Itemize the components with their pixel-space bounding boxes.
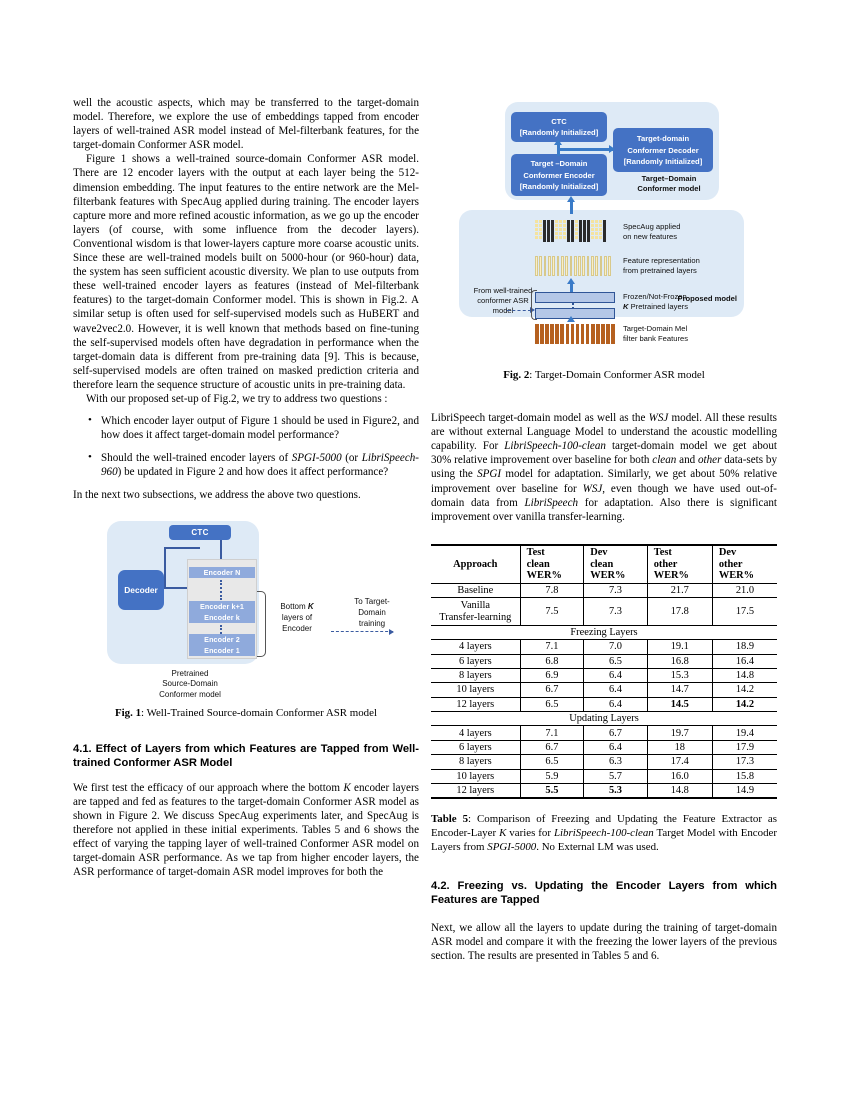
paragraph-two-questions: With our proposed set-up of Fig.2, we try to address two questions : xyxy=(86,392,388,405)
cell-test-other: 21.7 xyxy=(647,584,712,598)
cell-dev-other: 16.4 xyxy=(712,654,777,668)
fig1-encoder-stack xyxy=(187,559,257,659)
feature-bar xyxy=(587,256,590,276)
table-row xyxy=(431,769,777,783)
fig2-enc-line3: [Randomly Initialized] xyxy=(519,182,599,191)
mel-bar xyxy=(601,324,605,344)
cell-test-clean: 6.7 xyxy=(520,740,584,754)
cell-test-clean: 5.9 xyxy=(520,769,584,783)
cell-approach-l2: Transfer-learning xyxy=(439,611,512,623)
cell-test-clean: 6.5 xyxy=(520,697,584,711)
paragraph-continuation: well the acoustic aspects, which may be transferred to the target-domain model. Therefore, we explore the use of embeddings tapped from encoder layers of well-trained ASR model instead of Mel-filterbank features, for the target-domain Conformer ASR model. xyxy=(73,97,419,152)
fig2-dec-line2: Conformer Decoder xyxy=(627,145,699,155)
fig2-target-domain-label xyxy=(625,174,713,194)
mel-bar xyxy=(611,324,615,344)
cell-test-other: 16.8 xyxy=(647,654,712,668)
section-heading-4-1: 4.1. Effect of Layers from which Features are Tapped from Well-trained Conformer ASR Model xyxy=(73,742,419,770)
cell-test-other: 16.0 xyxy=(647,769,712,783)
cell-test-other: 18 xyxy=(647,740,712,754)
feature-bar xyxy=(595,256,598,276)
fig1-pretrained-caption xyxy=(135,669,245,701)
fig1-caption-label: Fig. 1 xyxy=(115,706,142,719)
cell-approach: 8 layers xyxy=(431,755,520,769)
hdr-dev-other-l3: WER% xyxy=(718,570,755,582)
q2-text-mid: (or xyxy=(341,452,362,465)
cell-test-clean: 7.1 xyxy=(520,640,584,654)
cell-test-clean: 7.8 xyxy=(520,584,584,598)
fig2-encoder-box xyxy=(511,154,607,196)
fig1-connector-ctc-to-decoder-h xyxy=(164,547,200,551)
paragraph-results-discussion xyxy=(431,411,777,524)
fig1-encoder-2: Encoder 2 xyxy=(189,634,255,645)
cell-test-clean: 6.9 xyxy=(520,668,584,682)
cell-dev-other: 17.9 xyxy=(712,740,777,754)
fig2-feature-note xyxy=(623,256,700,276)
column-header-dev-clean xyxy=(584,545,648,584)
fig1-totarget-line2: Domain xyxy=(358,607,386,617)
group-header-freezing-layers: Freezing Layers xyxy=(431,625,777,639)
mel-bar xyxy=(550,324,554,344)
cell-test-other: 17.8 xyxy=(647,598,712,625)
fig1-bottomk-line1: Bottom xyxy=(280,601,306,611)
cell-test-other: 15.3 xyxy=(647,668,712,682)
q2-text-a: Should the well-trained encoder layers of xyxy=(101,452,292,465)
rc-g: , even though we have used out-of-domain data from xyxy=(431,482,777,509)
fig2-mel-note-line1: Target-Domain Mel xyxy=(623,324,688,333)
fig1-dashed-arrow xyxy=(331,631,393,632)
fig1-encoder-k: Encoder k xyxy=(189,612,255,623)
column-header-dev-other xyxy=(712,545,777,584)
mel-bar xyxy=(566,324,570,344)
left-column xyxy=(73,96,419,879)
cell-dev-clean: 7.0 xyxy=(584,640,648,654)
fig2-specaug-note xyxy=(623,222,680,242)
fig1-totarget-line3: training xyxy=(358,618,386,628)
fig2-bracket-to-layers xyxy=(531,290,537,320)
specaug-col xyxy=(587,220,590,242)
table-row xyxy=(431,740,777,754)
feature-bar xyxy=(557,256,560,276)
specaug-col xyxy=(551,220,554,242)
cell-dev-clean: 6.4 xyxy=(584,697,648,711)
t5-caption-label: Table 5 xyxy=(431,813,469,826)
cell-approach-l1: Vanilla xyxy=(460,599,491,611)
specaug-col xyxy=(599,220,602,242)
specaug-col xyxy=(555,220,558,242)
rc-it-librispeech100: LibriSpeech-100-clean xyxy=(504,440,606,453)
fig2-from-line1: From well-trained xyxy=(473,286,533,295)
figure-2-caption xyxy=(431,368,777,382)
fig2-dec-line1: Target-domain xyxy=(636,134,690,143)
q2-italic-spgi: SPGI-5000 xyxy=(291,452,342,465)
cell-approach: 10 layers xyxy=(431,769,520,783)
t5-caption-k: K xyxy=(499,827,507,840)
fig2-td-line1: Target–Domain xyxy=(641,174,697,183)
fig1-decoder-box: Decoder xyxy=(118,570,164,610)
fig2-proposed-model-label: Proposed model xyxy=(677,294,737,303)
fig1-ctc-box: CTC xyxy=(169,525,231,540)
fig2-frozen-note-line1: Frozen/Not-Frozen xyxy=(623,292,687,301)
cell-test-clean: 6.5 xyxy=(520,755,584,769)
hdr-dev-other-l2: other xyxy=(718,558,743,570)
hdr-dev-clean-l2: clean xyxy=(590,558,614,570)
cell-dev-other: 15.8 xyxy=(712,769,777,783)
fig1-bottomk-line3: Encoder xyxy=(282,623,312,633)
fig2-pretrained-layer-bottom xyxy=(535,308,615,319)
fig2-specaug-note-line1: SpecAug applied xyxy=(623,222,681,231)
table-5-caption xyxy=(431,812,777,854)
hdr-dev-other-l1: Dev xyxy=(718,547,737,559)
table-row xyxy=(431,668,777,682)
rc-a: LibriSpeech target-domain model as well as the xyxy=(431,412,649,425)
fig2-ctc-box xyxy=(511,112,607,142)
rc-b: model. All these results are without external Language Model to understand the acoustic modelling capability. For xyxy=(431,412,777,453)
hdr-test-clean-l1: Test xyxy=(526,547,545,559)
fig2-arrow-enc-to-ctc-icon xyxy=(554,139,562,145)
table-row xyxy=(431,783,777,798)
t5-caption-a: : Comparison of Freezing and Updating the Feature Extractor as Encoder-Layer xyxy=(431,813,778,840)
table-5 xyxy=(431,544,777,799)
table-group-header-row xyxy=(431,712,777,726)
fig2-from-line3: model xyxy=(492,306,514,315)
cell-test-clean: 7.5 xyxy=(520,598,584,625)
column-header-approach: Approach xyxy=(431,545,520,584)
fig2-arrow-stem-to-decoder xyxy=(557,148,613,151)
fig2-arrow-to-decoder-icon xyxy=(609,145,615,153)
fig1-bottomk-line2: layers of xyxy=(281,612,313,622)
cell-dev-clean: 6.5 xyxy=(584,654,648,668)
feature-bar xyxy=(578,256,581,276)
cell-test-clean: 6.7 xyxy=(520,683,584,697)
t5-caption-it-spgi: SPGI-5000 xyxy=(487,841,537,854)
cell-approach: 8 layers xyxy=(431,668,520,682)
specaug-col xyxy=(559,220,562,242)
paragraph-figure1-description: Figure 1 shows a well-trained source-domain Conformer ASR model. There are 12 encoder layers with the output at each layer being the 512-dimension embedding. The input features to the entire network are the Mel-filterbank features with SpecAug applied during training. The encoder layers capture more and more refined acoustic information, as we go up the encoder layers (of course, with some influence from the decoder layers). Conventional wisdom is that lower-layers capture more coarse acoustic units. Since these are well-trained models built on 5000-hour (or 960-hour) data, the system has seen sufficient acoustic diversity. We plan to use outputs from these well-trained encoder layers as features (instead of Mel-filterbank features) to the target-domain Conformer model. This is shown in Fig.2. A similar setup is often used for self-supervised models such as HuBERT and wave2vec2.0. However, it is well known that methods based on fine-tuning the self-supervised models often have degradation in performance when the target-domain data is different from pre-training data [9]. This is because, self-supervised models are often trained on masked prediction criteria and therefore learn the sequence structure of acoustic units in pre-training data. xyxy=(73,153,419,391)
cell-dev-other: 17.3 xyxy=(712,755,777,769)
rc-f: model for adaptation. Similarly, we get about 50% relative improvement over baseline for xyxy=(431,468,777,495)
fig1-pretrained-line3: Conformer model xyxy=(159,689,221,699)
table-row xyxy=(431,683,777,697)
fig2-feature-representation-bars xyxy=(535,256,611,276)
fig1-dots-upper xyxy=(220,580,224,600)
rc-it-spgi: SPGI xyxy=(477,468,502,481)
feature-bar xyxy=(539,256,542,276)
fig2-from-line2: conformer ASR xyxy=(477,296,529,305)
cell-dev-other: 14.9 xyxy=(712,783,777,798)
rc-h: for adaptation. Also there is significant improvement over vanilla transfer-learning. xyxy=(431,496,777,523)
rc-it-other: other xyxy=(698,454,722,467)
mel-bar xyxy=(540,324,544,344)
cell-dev-clean: 6.3 xyxy=(584,755,648,769)
feature-bar xyxy=(608,256,611,276)
feature-bar xyxy=(535,256,538,276)
feature-bar xyxy=(582,256,585,276)
cell-dev-other: 21.0 xyxy=(712,584,777,598)
cell-test-other: 14.5 xyxy=(647,697,712,711)
mel-bar xyxy=(586,324,590,344)
table-row xyxy=(431,640,777,654)
fig2-mel-note xyxy=(623,324,688,344)
fig2-caption-text: : Target-Domain Conformer ASR model xyxy=(529,369,705,381)
fig1-bottom-k-label xyxy=(269,601,325,634)
specaug-col xyxy=(603,220,606,242)
table-row xyxy=(431,726,777,740)
fig2-td-line2: Conformer model xyxy=(637,184,701,193)
fig2-arrow-stem-specaug-up xyxy=(570,202,573,214)
specaug-col xyxy=(563,220,566,242)
feature-bar xyxy=(544,256,547,276)
column-header-test-clean xyxy=(520,545,584,584)
table-row xyxy=(431,654,777,668)
p41-k: K xyxy=(343,781,351,794)
cell-test-clean: 7.1 xyxy=(520,726,584,740)
cell-approach: Baseline xyxy=(431,584,520,598)
mel-bar xyxy=(545,324,549,344)
cell-approach: 4 layers xyxy=(431,640,520,654)
fig2-feat-note-line1: Feature representation xyxy=(623,256,700,265)
group-header-updating-layers: Updating Layers xyxy=(431,712,777,726)
mel-bar xyxy=(555,324,559,344)
hdr-dev-clean-l1: Dev xyxy=(590,547,608,559)
feature-bar xyxy=(604,256,607,276)
cell-approach: 6 layers xyxy=(431,654,520,668)
cell-test-other: 14.8 xyxy=(647,783,712,798)
p41-b: encoder layers are tapped and fed as features to the target-domain Conformer ASR model as shown in Figure 2. We discuss SpecAug experiments later, and SpecAug is therefore not applied in these initial experiments. Tables 5 and 6 shows the effect of varying the tapping layer of well-trained Conformer ASR model on target-domain ASR performance. As we tap from higher encoder layers, the ASR performance of target-domain ASR model improves for both the xyxy=(73,781,419,879)
fig2-specaug-note-line2: on new features xyxy=(623,232,678,241)
fig1-encoder-1: Encoder 1 xyxy=(189,645,255,656)
cell-approach: 6 layers xyxy=(431,740,520,754)
fig2-ctc-line2: [Randomly Initialized] xyxy=(519,128,599,137)
rc-it-wsj-1: WSJ xyxy=(648,412,669,425)
specaug-col xyxy=(543,220,546,242)
fig2-ctc-line1: CTC xyxy=(551,117,567,126)
paragraph-4-2-body: Next, we allow all the layers to update during the training of target-domain ASR model and compare it with the freezing the lower layers of the previous section. The results are presented in Tables 5 and 6. xyxy=(431,921,777,962)
rc-it-wsj-2: WSJ xyxy=(582,482,603,495)
hdr-test-other-l3: WER% xyxy=(653,570,689,582)
specaug-col xyxy=(539,220,542,242)
q2-italic-librispeech: LibriSpeech-960 xyxy=(101,452,419,479)
table-row xyxy=(431,697,777,711)
fig1-to-target-label xyxy=(339,596,405,629)
fig2-dec-line3: [Randomly Initialized] xyxy=(623,157,703,166)
mel-bar xyxy=(581,324,585,344)
feature-bar xyxy=(574,256,577,276)
paragraph-next-subsections: In the next two subsections, we address the above two questions. xyxy=(73,489,361,502)
t5-caption-it-librispeech: LibriSpeech-100-clean xyxy=(553,827,654,840)
fig2-arrow-mel-up-icon xyxy=(567,316,575,322)
figure-1 xyxy=(73,517,419,702)
hdr-test-clean-l2: clean xyxy=(526,558,550,570)
fig1-caption-text: : Well-Trained Source-domain Conformer ASR model xyxy=(141,706,377,719)
cell-test-other: 17.4 xyxy=(647,755,712,769)
right-column xyxy=(431,96,777,963)
cell-dev-other: 17.5 xyxy=(712,598,777,625)
mel-bar xyxy=(535,324,539,344)
cell-approach: 10 layers xyxy=(431,683,520,697)
mel-bar xyxy=(571,324,575,344)
hdr-test-other-l2: other xyxy=(653,558,678,570)
fig2-enc-line1: Target –Domain xyxy=(530,159,588,168)
feature-bar xyxy=(561,256,564,276)
column-header-test-other xyxy=(647,545,712,584)
fig2-specaug-spectrogram xyxy=(535,220,611,242)
feature-bar xyxy=(570,256,573,276)
cell-dev-clean: 6.4 xyxy=(584,740,648,754)
fig2-caption-label: Fig. 2 xyxy=(503,369,530,381)
fig1-connector-ctc-to-decoder-v xyxy=(164,547,168,589)
table-group-header-row xyxy=(431,625,777,639)
cell-approach xyxy=(431,598,520,625)
cell-test-clean: 6.8 xyxy=(520,654,584,668)
feature-bar xyxy=(565,256,568,276)
rc-e: data-sets by using the xyxy=(431,454,777,481)
fig2-mel-filterbank-bars xyxy=(535,324,615,344)
fig1-bottomk-k: K xyxy=(307,601,314,611)
table-row xyxy=(431,598,777,625)
feature-bar xyxy=(552,256,555,276)
fig2-from-welltrained-dashed-arrow xyxy=(507,310,531,311)
cell-dev-clean: 5.3 xyxy=(584,783,648,798)
cell-test-clean: 5.5 xyxy=(520,783,584,798)
specaug-col xyxy=(575,220,578,242)
cell-test-other: 19.1 xyxy=(647,640,712,654)
figure-1-caption xyxy=(73,706,419,720)
cell-dev-other: 18.9 xyxy=(712,640,777,654)
rc-it-clean: clean xyxy=(652,454,677,467)
q2-text-post: ) be updated in Figure 2 and how does it affect performance? xyxy=(117,466,389,479)
cell-dev-clean: 6.7 xyxy=(584,726,648,740)
paragraph-4-1-body xyxy=(73,781,419,880)
fig1-pretrained-line1: Pretrained xyxy=(171,668,209,678)
cell-dev-clean: 5.7 xyxy=(584,769,648,783)
hdr-test-clean-l3: WER% xyxy=(526,570,562,582)
cell-dev-clean: 7.3 xyxy=(584,598,648,625)
rc-c: target-domain model we get about 30% relative improvement over baseline for both xyxy=(431,440,777,467)
hdr-test-other-l1: Test xyxy=(653,547,672,559)
list-item-question-1: • Which encoder layer output of Figure 1 should be used in Figure2, and how does it affect target-domain model performance? xyxy=(101,414,419,442)
mel-bar xyxy=(606,324,610,344)
mel-bar xyxy=(596,324,600,344)
fig1-encoder-n: Encoder N xyxy=(189,567,255,578)
mel-bar xyxy=(560,324,564,344)
fig1-brace xyxy=(257,591,266,657)
table-header-row xyxy=(431,545,777,584)
specaug-col xyxy=(595,220,598,242)
rc-d: and xyxy=(676,454,698,467)
cell-dev-other: 14.2 xyxy=(712,697,777,711)
cell-approach: 12 layers xyxy=(431,697,520,711)
hdr-dev-clean-l3: WER% xyxy=(590,570,626,582)
rc-it-librispeech: LibriSpeech xyxy=(524,496,579,509)
t5-caption-d: . No External LM was used. xyxy=(536,841,659,854)
table-row xyxy=(431,755,777,769)
specaug-col xyxy=(579,220,582,242)
specaug-col xyxy=(583,220,586,242)
fig2-decoder-box xyxy=(613,128,713,172)
feature-bar xyxy=(591,256,594,276)
cell-test-other: 14.7 xyxy=(647,683,712,697)
specaug-col xyxy=(547,220,550,242)
fig2-feat-note-line2: from pretrained layers xyxy=(623,266,697,275)
mel-bar xyxy=(591,324,595,344)
table-5-wrapper xyxy=(431,544,777,799)
feature-bar xyxy=(600,256,603,276)
cell-dev-other: 19.4 xyxy=(712,726,777,740)
cell-test-other: 19.7 xyxy=(647,726,712,740)
fig2-arrow-layers-up-icon xyxy=(567,278,575,284)
cell-dev-other: 14.8 xyxy=(712,668,777,682)
cell-dev-clean: 7.3 xyxy=(584,584,648,598)
table-row xyxy=(431,584,777,598)
cell-dev-clean: 6.4 xyxy=(584,683,648,697)
mel-bar xyxy=(576,324,580,344)
figure-2 xyxy=(431,96,777,368)
t5-caption-b: varies for xyxy=(506,827,554,840)
fig2-enc-line2: Conformer Encoder xyxy=(523,170,595,180)
fig1-pretrained-line2: Source-Domain xyxy=(162,679,218,689)
specaug-col xyxy=(591,220,594,242)
specaug-col xyxy=(567,220,570,242)
fig1-encoder-k-plus-1: Encoder k+1 xyxy=(189,601,255,612)
cell-approach: 4 layers xyxy=(431,726,520,740)
cell-dev-clean: 6.4 xyxy=(584,668,648,682)
fig2-mel-note-line2: filter bank Features xyxy=(623,334,688,343)
fig2-arrow-specaug-up-icon xyxy=(567,196,575,202)
cell-approach: 12 layers xyxy=(431,783,520,798)
fig1-connector-decoder-in xyxy=(164,587,188,591)
fig2-pretrained-layer-top xyxy=(535,292,615,303)
p41-a: We first test the efficacy of our approach where the bottom xyxy=(73,781,344,794)
fig2-frozen-note-line2: Pretrained layers xyxy=(628,302,688,311)
feature-bar xyxy=(548,256,551,276)
question-list xyxy=(73,414,419,479)
list-item-question-2 xyxy=(101,451,419,479)
fig1-totarget-line1: To Target- xyxy=(354,596,390,606)
fig2-frozen-note-k: K xyxy=(623,302,629,311)
section-heading-4-2: 4.2. Freezing vs. Updating the Encoder Layers from which Features are Tapped xyxy=(431,879,777,907)
cell-dev-other: 14.2 xyxy=(712,683,777,697)
specaug-col xyxy=(571,220,574,242)
t5-caption-c: Target Model with Encoder Layers from xyxy=(431,827,777,854)
specaug-col xyxy=(535,220,538,242)
